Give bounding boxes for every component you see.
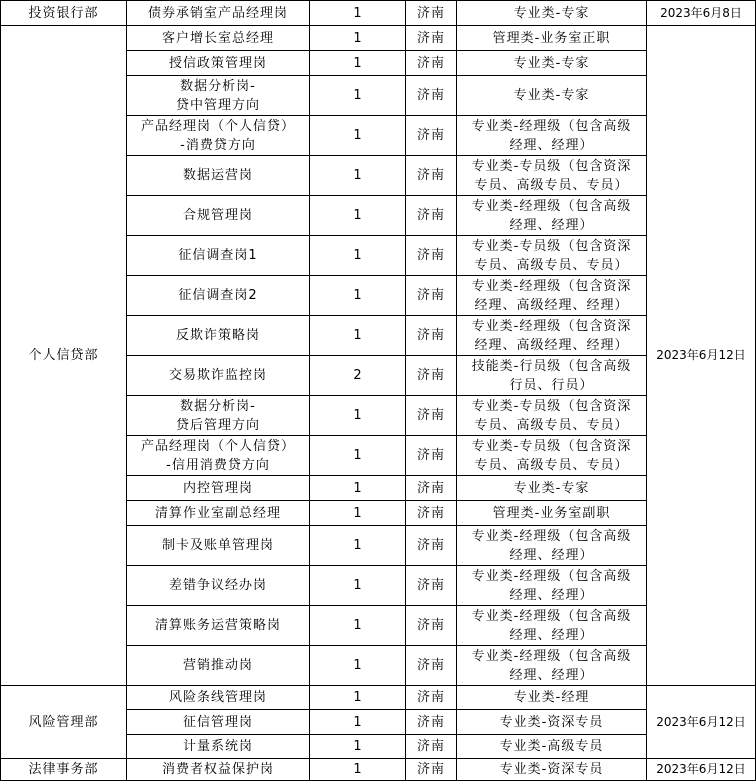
headcount-cell: 1 [310,501,406,526]
position-line: 反欺诈策略岗 [175,328,260,343]
category-line: 经理、经理） [509,667,594,683]
category-cell [457,51,647,76]
department-cell: 法律事务部 [1,759,127,781]
headcount-cell: 1 [310,526,406,566]
location-cell: 济南 [406,1,457,26]
category-line: 专业类-经理级（包含高级 [471,198,632,214]
category-cell [457,196,647,236]
location-cell: 济南 [406,316,457,356]
position-cell [127,356,310,396]
position-line: 数据运营岗 [182,168,253,183]
category-cell [457,476,647,501]
position-line: 差错争议经办岗 [168,578,267,593]
position-cell [127,1,310,26]
category-line: 专业类-专家 [513,480,590,496]
position-line: 消费者权益保护岗 [161,762,274,777]
headcount-cell: 1 [310,735,406,759]
category-cell [457,759,647,781]
headcount-cell: 1 [310,566,406,606]
position-cell [127,76,310,116]
category-line: 经理、经理） [509,627,594,643]
department-cell: 个人信贷部 [1,26,127,686]
position-cell [127,116,310,156]
headcount-cell: 1 [310,606,406,646]
position-line: 计量系统岗 [182,739,253,754]
location-cell: 济南 [406,236,457,276]
position-cell [127,606,310,646]
table-body [1,1,756,781]
category-line: 专业类-经理级（包含资深 [471,278,632,294]
position-line: 客户增长室总经理 [161,30,274,46]
category-cell [457,396,647,436]
position-line: -消费贷方向 [180,137,256,153]
headcount-cell: 1 [310,76,406,116]
category-cell [457,436,647,476]
location-cell: 济南 [406,759,457,781]
position-line: 产品经理岗（个人信贷） [140,438,295,454]
headcount-cell: 1 [310,316,406,356]
position-cell [127,735,310,759]
category-cell [457,646,647,686]
location-cell: 济南 [406,276,457,316]
category-line: 专业类-专员级（包含资深 [471,398,632,414]
category-line: 专业类-专家 [513,5,590,21]
category-cell [457,710,647,735]
position-line: 授信政策管理岗 [168,55,267,71]
location-cell: 济南 [406,196,457,236]
category-line: 专业类-经理级（包含高级 [471,648,632,664]
category-cell [457,156,647,196]
table-row [1,759,756,781]
position-cell [127,759,310,781]
position-line: 清算账务运营策略岗 [154,618,281,633]
headcount-cell: 1 [310,436,406,476]
category-line: 经理、经理） [509,137,594,153]
position-cell [127,710,310,735]
category-line: 专业类-经理级（包含高级 [471,118,632,134]
category-line: 技能类-行员级（包含高级 [471,358,632,374]
category-cell [457,1,647,26]
headcount-cell: 1 [310,26,406,51]
position-line: 数据分析岗- [180,78,256,94]
headcount-cell: 2 [310,356,406,396]
department-cell: 投资银行部 [1,1,127,26]
location-cell: 济南 [406,76,457,116]
position-line: 债券承销室产品经理岗 [147,5,288,21]
category-line: 经理、高级经理、经理） [474,297,629,313]
headcount-cell: 1 [310,1,406,26]
position-line: 数据分析岗- [180,398,256,414]
position-cell [127,196,310,236]
position-line: 贷中管理方向 [175,97,260,113]
category-line: 专员、高级专员、专员） [474,457,629,473]
headcount-cell: 1 [310,276,406,316]
category-cell [457,236,647,276]
category-line: 专业类-经理级（包含高级 [471,528,632,544]
location-cell: 济南 [406,686,457,710]
category-cell [457,276,647,316]
headcount-cell: 1 [310,396,406,436]
deadline-date-cell: 2023年6月12日 [647,686,756,759]
position-cell [127,436,310,476]
position-line: 营销推动岗 [182,658,253,673]
position-line: 内控管理岗 [182,480,253,496]
deadline-date-cell: 2023年6月12日 [647,759,756,781]
category-line: 专业类-专员级（包含资深 [471,158,632,174]
location-cell: 济南 [406,606,457,646]
headcount-cell: 1 [310,236,406,276]
position-cell [127,566,310,606]
position-cell [127,396,310,436]
category-line: 专业类-高级专员 [499,739,604,754]
location-cell: 济南 [406,646,457,686]
department-cell: 风险管理部 [1,686,127,759]
category-line: 专员、高级专员、专员） [474,417,629,433]
category-line: 专业类-专家 [513,88,590,103]
position-line: 贷后管理方向 [175,417,260,433]
headcount-cell: 1 [310,646,406,686]
location-cell: 济南 [406,51,457,76]
position-line: 合规管理岗 [182,208,253,223]
location-cell: 济南 [406,566,457,606]
category-line: 经理、经理） [509,587,594,603]
position-cell [127,236,310,276]
category-line: 行员、行员） [509,377,594,393]
category-line: 经理、高级经理、经理） [474,337,629,353]
headcount-cell: 1 [310,196,406,236]
category-cell [457,526,647,566]
category-cell [457,26,647,51]
table-row [1,1,756,26]
location-cell: 济南 [406,476,457,501]
position-cell [127,476,310,501]
category-line: 管理类-业务室正职 [492,30,611,46]
category-cell [457,686,647,710]
position-cell [127,156,310,196]
category-cell [457,735,647,759]
position-line: -信用消费贷方向 [166,457,270,473]
headcount-cell: 1 [310,686,406,710]
category-cell [457,501,647,526]
position-cell [127,686,310,710]
category-line: 专业类-专家 [513,55,590,71]
category-cell [457,116,647,156]
position-cell [127,26,310,51]
headcount-cell: 1 [310,51,406,76]
category-line: 专业类-经理级（包含高级 [471,608,632,624]
position-line: 征信调查岗2 [178,288,258,303]
position-line: 产品经理岗（个人信贷） [140,118,295,134]
category-line: 专业类-经理 [513,690,590,705]
table-row [1,686,756,710]
position-line: 征信管理岗 [182,714,253,730]
category-cell [457,566,647,606]
location-cell: 济南 [406,735,457,759]
position-cell [127,316,310,356]
location-cell: 济南 [406,501,457,526]
headcount-cell: 1 [310,116,406,156]
location-cell: 济南 [406,710,457,735]
category-line: 专业类-专员级（包含资深 [471,238,632,254]
deadline-date-cell: 2023年6月12日 [647,26,756,686]
category-line: 专业类-资深专员 [499,762,604,777]
category-cell [457,316,647,356]
category-line: 专业类-专员级（包含资深 [471,438,632,454]
headcount-cell: 1 [310,710,406,735]
location-cell: 济南 [406,356,457,396]
position-line: 交易欺诈监控岗 [168,368,267,383]
category-cell [457,356,647,396]
position-cell [127,276,310,316]
category-line: 专员、高级专员、专员） [474,257,629,273]
position-cell [127,526,310,566]
category-line: 专业类-经理级（包含高级 [471,568,632,584]
category-line: 经理、经理） [509,217,594,233]
category-cell [457,606,647,646]
position-cell [127,501,310,526]
position-cell [127,646,310,686]
category-line: 专业类-经理级（包含资深 [471,318,632,334]
table-row [1,26,756,51]
category-line: 经理、经理） [509,547,594,563]
headcount-cell: 1 [310,759,406,781]
position-cell [127,51,310,76]
position-line: 征信调查岗1 [178,248,258,263]
category-line: 管理类-业务室副职 [492,505,611,521]
location-cell: 济南 [406,526,457,566]
deadline-date-cell: 2023年6月8日 [647,1,756,26]
category-line: 专员、高级专员、专员） [474,177,629,193]
headcount-cell: 1 [310,156,406,196]
location-cell: 济南 [406,396,457,436]
position-line: 清算作业室副总经理 [154,505,281,521]
position-line: 风险条线管理岗 [168,690,267,705]
position-line: 制卡及账单管理岗 [161,538,274,553]
location-cell: 济南 [406,26,457,51]
headcount-cell: 1 [310,476,406,501]
location-cell: 济南 [406,436,457,476]
category-line: 专业类-资深专员 [499,714,604,730]
category-cell [457,76,647,116]
location-cell: 济南 [406,156,457,196]
location-cell: 济南 [406,116,457,156]
